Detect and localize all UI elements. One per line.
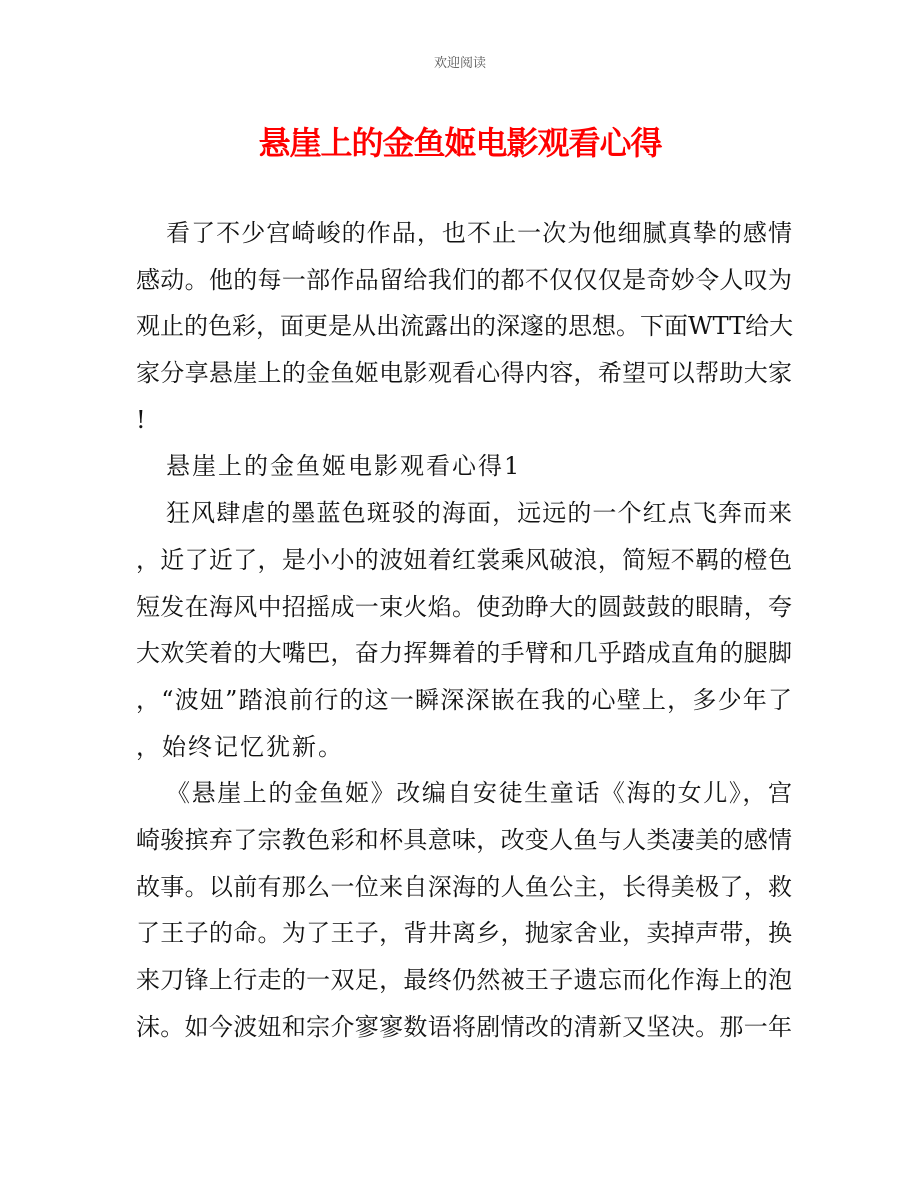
text-line: ! bbox=[136, 405, 148, 434]
section-heading: 悬崖上的金鱼姬电影观看心得1 bbox=[166, 452, 522, 481]
document-title: 悬崖上的金鱼姬电影观看心得 bbox=[258, 124, 662, 162]
text-line: 故事。以前有那么一位来自深海的人鱼公主，长得美极了，救 bbox=[136, 872, 792, 901]
text-line: 狂风肆虐的墨蓝色斑驳的海面，远远的一个红点飞奔而来 bbox=[166, 499, 792, 528]
text-line: 看了不少宫崎峻的作品，也不止一次为他细腻真挚的感情 bbox=[166, 219, 792, 247]
text-line: ，“波妞”踏浪前行的这一瞬深深嵌在我的心壁上，多少年了 bbox=[136, 685, 792, 714]
text-line: 沫。如今波妞和宗介寥寥数语将剧情改的清新又坚决。那一年 bbox=[136, 1012, 792, 1041]
text-line: 了王子的命。为了王子，背井离乡，抛家舍业，卖掉声带，换 bbox=[136, 919, 792, 948]
text-line: ，始终记忆犹新。 bbox=[136, 732, 344, 761]
text-line: 来刀锋上行走的一双足，最终仍然被王子遗忘而化作海上的泡 bbox=[136, 966, 792, 994]
text-line: 大欢笑着的大嘴巴，奋力挥舞着的手臂和几乎踏成直角的腿脚 bbox=[136, 639, 792, 668]
text-line: 观止的色彩，面更是从出流露出的深邃的思想。下面WTT给大 bbox=[136, 312, 794, 341]
text-line: 《悬崖上的金鱼姬》改编自安徒生童话《海的女儿》，宫 bbox=[166, 779, 792, 808]
text-line: 家分享悬崖上的金鱼姬电影观看心得内容，希望可以帮助大家 bbox=[136, 359, 792, 388]
text-line: 感动。他的每一部作品留给我们的都不仅仅仅是奇妙令人叹为 bbox=[136, 265, 792, 294]
text-line: ，近了近了，是小小的波妞着红裳乘风破浪，简短不羁的橙色 bbox=[136, 545, 792, 574]
document-body bbox=[136, 210, 792, 1050]
page-header: 欢迎阅读 bbox=[433, 56, 486, 71]
text-line: 崎骏摈弃了宗教色彩和杯具意味，改变人鱼与人类凄美的感情 bbox=[136, 825, 792, 854]
text-line: 短发在海风中招摇成一束火焰。使劲睁大的圆鼓鼓的眼睛，夸 bbox=[136, 592, 792, 621]
